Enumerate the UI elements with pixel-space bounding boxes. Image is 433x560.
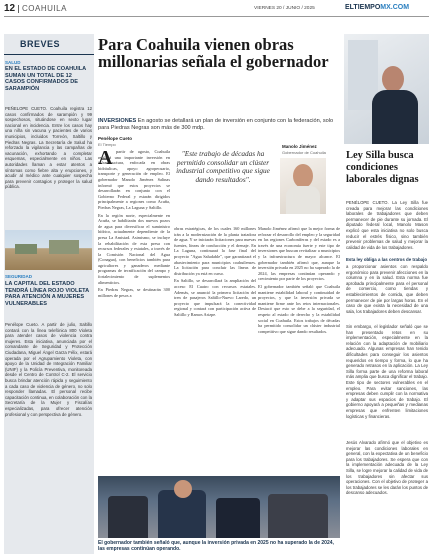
section-name: COAHUILA bbox=[22, 4, 67, 13]
body-col1 bbox=[98, 149, 170, 475]
issue-date: VIERNES 20 / JUNIO / 2025 bbox=[254, 6, 315, 11]
byline-role: El Tiempo bbox=[98, 142, 116, 147]
body-col2 bbox=[174, 226, 256, 474]
brand-logo bbox=[345, 4, 409, 11]
page-number: 12 bbox=[4, 3, 16, 14]
main-headline: Para Coahuila vienen obras millonarias señala el gobernador bbox=[98, 35, 329, 71]
sidebar-subhead: Esta ley obliga a las centros de trabajo bbox=[346, 257, 428, 262]
brand-tld: MX.COM bbox=[380, 4, 410, 11]
byline: Penélope Cueto bbox=[98, 136, 133, 141]
breves-label: BREVES bbox=[20, 39, 61, 49]
body-col3 bbox=[258, 226, 340, 474]
dek-bold: INVERSIONES bbox=[98, 118, 137, 124]
sidebar-body-4: Jesús Alvarado afirmó que el objetivo es mejorar las condiciones laborales en general, con la expectativa de un beneficio para los trabajadores. Se espera que con la implementación adecuada de la Ley Silla, se logre mejorar la calidad de vida de los trabajadores sin afectar sus operaciones. Con el objetivo de proteger a los trabajadores se les darán los puntos de descanso adecuados. bbox=[346, 440, 428, 496]
breve1-body: PEÑELOPE CUETO. Coahuila registra 12 casos confirmados de sarampión y 99 sospechosos, situándose en sexto lugar nacional en incidencia. Entre los casos hay una niña sin vacuna y pacientes de varios municipios, incluidos Torreón, Saltillo y Piedras Negras. La Secretaría de Salud ha reforzado la vigilancia y las campañas de vacunación, exhortando a completar esquemas, especialmente en niños. Las autoridades llaman a estar atentos a síntomas como fiebre alta y erupciones, y acudir al médico ante cualquier sospecha para prevenir contagios y proteger la salud pública. bbox=[5, 106, 92, 190]
photo-caption: El gobernador también señaló que, aunque la inversión privada en 2025 no ha superado la de 2024, las empresas continúan operando. bbox=[98, 540, 334, 553]
col3-paragraph: Manolo Jiménez afirmó que la mejor forma de reforzar el desarrollo del empleo y la seguridad en las regiones Carboníferas y del estado es a través de una economía fuerte y este tipo de inversiones que buscan revitalizar a municipios y la infraestructura de mayor alcance. El gobernador también afirmó que, aunque la inversión privada en 2025 no ha superado la de 2024, las empresas continúan operando y crecimiento por parte de los proyectos. bbox=[258, 226, 340, 282]
col1-paragraph: En Piedras Negras, se destinarán 300 millones de pesos a bbox=[98, 287, 170, 298]
breve2-kicker: SEGURIDAD bbox=[5, 274, 33, 279]
speaker-photo bbox=[280, 158, 326, 214]
header-rule bbox=[4, 16, 429, 17]
pull-quote: "Este trabajo de décadas ha permitido consolidar un clúster industrial competitivo que sigue dando resultados". bbox=[176, 149, 270, 184]
sidebar-body-2: a proporcionar asientos con respaldo ergonómico para prevenir afecciones en la columna y en la salud. Esta norma fue aprobada principalmente para el personal de comercio, como tiendas y establecimientos de comida, que deben permanecer de pie por largas horas. En el caso de que exista la necesidad de una sala, los trabajadores deben descansar. bbox=[346, 264, 428, 314]
sidebar-body-3: Sin embargo, el legislador señaló que se han presentado retos en su implementación, especialmente en la relación con la adaptación de mobiliario adecuado. Algunas empresas han tenido dificultades para conseguir los asientos requeridos en tiempo y forma, lo que ha generado retrasos en la aplicación. La Ley Silla forma parte de una reforma laboral más amplia que busca dignificar el trabajo. Este tipo de sectores vulnerables en el empleo. Para evitar sanciones, las empresas deben cumplir con la normativa y adaptar sus espacios de trabajo. El gobierno apoyará a pequeñas y medianas empresas que enfrenten limitaciones logísticas y financieras. bbox=[346, 324, 428, 419]
office-photo bbox=[344, 34, 429, 144]
brand-main: ELTIEMPO bbox=[345, 4, 381, 11]
breve1-headline: EN EL ESTADO DE COAHUILA SUMAN UN TOTAL DE 12 CASOS CONFIRMADOS DE SARAMPIÓN bbox=[5, 66, 87, 92]
col3-paragraph: El gobernador también señaló que Coahuila mantiene estabilidad laboral y continuidad de proyectos, y que la inversión privada se mantiene firme ante los retos internacionales. Destacó que esto se debe a la seguridad, el respeto al estado de derecho y la estabilidad social en Coahuila. Estos trabajos de décadas ha permitido consolidar un clúster industrial competitivo que sigue dando resultados. bbox=[258, 283, 340, 334]
main-dek bbox=[98, 118, 340, 132]
breve2-headline: LA CAPITAL DEL ESTADO TENDRÁ LÍNEA ROJO VIOLETA PARA ATENCIÓN A MUJERES VULNERABLES bbox=[5, 281, 90, 307]
page-header bbox=[4, 2, 429, 16]
field-photo bbox=[5, 230, 92, 270]
main-photo bbox=[98, 476, 340, 538]
dek-rest: En agosto se detallará un plan de inversión en conjunto con la federación, solo para Piedras Negras son más de 300 mdp. bbox=[98, 118, 334, 131]
col2-paragraph: En Saltillo, se desarrollará la ampliación del acceso El Cuatro con recursos estatales. Además, se anunció la primera licitación del tren de pasajeros Saltillo-Nuevo Laredo, un proyecto que impulsará la conectividad regional y contará con participación activa de Saltillo y Ramos Arizpe. bbox=[174, 278, 256, 317]
sidebar-body-1: PENÉLOPE CUETO. La Ley Silla fue creada para mejorar las condiciones laborales de trabajadores que deben permanecer de pie durante su jornada. El diputado federal local, Manolo Mason explicó que esta iniciativa no solo busca reducir el estrés físico, sino también prevenir problemas de salud y mejorar la calidad de vida de los trabajadores. bbox=[346, 200, 428, 250]
col2-paragraph: obras estratégicas, de los cuales 160 millones irán a la modernización de la planta tratadora de agua. Y se iniciarán licitaciones para nuevas fuentes, líneas de conducción y el drenaje. En La Laguna, continuará la fase final del proyecto "Agua Saludable", que garantizará el abastecimiento para municipios coahuilenses. La licitación para concluir las líneas de distribución ya está en curso. bbox=[174, 226, 256, 276]
quote-role: Gobernador de Coahuila bbox=[282, 150, 326, 155]
col1-paragraph: En la región norte, especialmente en Acuña, se habilitarán dos nuevos pozos de agua para diversificar el suministro hídrico, actualmente dependiente de la presa La Amistad. Asimismo, se incluye la rehabilitación de esta presa con recursos federales y estatales, a través de la Comisión Nacional del Agua (Conagua), con beneficios también para agricultores y ganaderos mediante programas de tecnificación del campo y fortalecimiento de suplementos alimenticios. bbox=[98, 212, 170, 285]
quote-author: Manolo Jiménez bbox=[282, 144, 317, 149]
col1-paragraph: partir de agosto, Coahuila recibirá una importante inversión en infraestructura, enfocada en obras hidráulicas, apoyo agropecuario, transporte y generación de empleo. El gobernador Manolo Jiménez Salinas informó que estos proyectos se desarrollarán en conjunto con el Gobierno Federal y estarán dirigidos principalmente a regiones como Acuña, Piedras Negras, La Laguna y Saltillo. bbox=[98, 149, 170, 210]
breve1-kicker: SALUD bbox=[5, 60, 21, 65]
section-divider bbox=[18, 5, 19, 13]
breves-rule bbox=[4, 54, 94, 55]
drop-cap: A bbox=[98, 147, 113, 169]
sidebar-headline: Ley Silla busca condiciones laborales dignas bbox=[346, 150, 419, 185]
breve2-body: Penélope Cueto. A partir de julio, Saltillo contará con la línea telefónica 800 Violeta para atender casos de violencia contra mujeres. Esta iniciativa, anunciada por el comandante de Seguridad y Protección Ciudadana, Miguel Ángel Garza Félix, estará operada por el Agrupamiento Violeta, con apoyo de la Unidad de Integración Familiar (UNIF) y la Policía Preventiva, monitoreada desde el Centro de Control C-2. El servicio busca brindar atención rápida y seguimiento a cada caso de violencia de género, no solo responder llamadas. El personal recibe capacitación continua, en colaboración con la Secretaría de la Mujer y Fiscalías especializadas, para ofrecer atención profesional y con perspectiva de género. bbox=[5, 322, 92, 417]
